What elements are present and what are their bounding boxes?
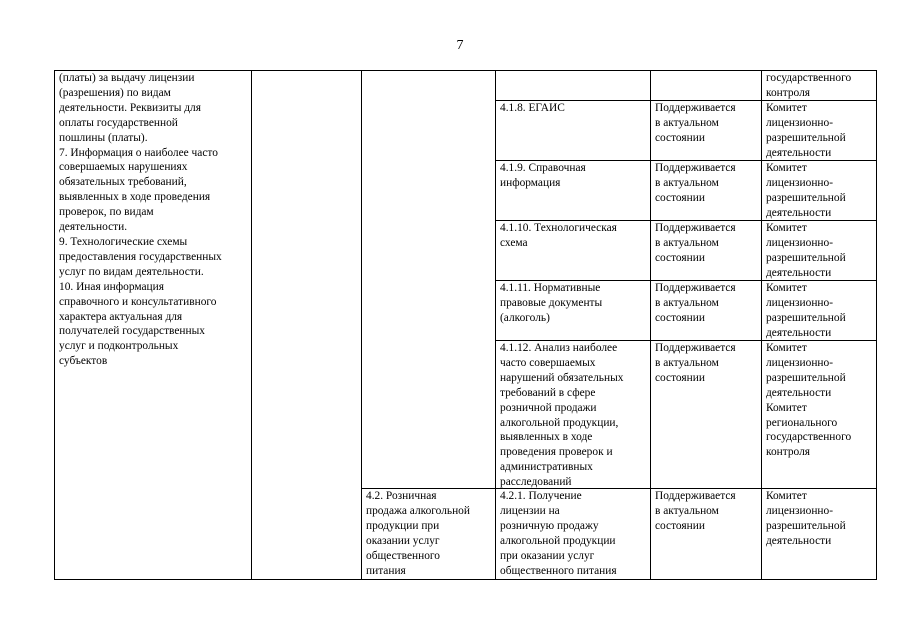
status-cell: Поддерживается в актуальном состоянии [655, 282, 736, 324]
status-cell: Поддерживается в актуальном состоянии [655, 102, 736, 144]
code-cell: 4.1.12. Анализ наиболее часто совершаемых нарушений обязательных требований в сфере розничной продажи алкогольной продукции, выявленных в ходе проведения проверок и административных расследований [500, 342, 624, 489]
column-divider [761, 70, 762, 580]
body-cell: Комитет лицензионно- разрешительной деятельности [766, 282, 846, 339]
code-cell: 4.1.10. Технологическая схема [500, 222, 617, 249]
table-bottom-border [54, 579, 877, 580]
table-left-border [54, 70, 55, 580]
page-number: 7 [456, 38, 464, 53]
section-cell: 4.2. Розничная продажа алкогольной продукции при оказании услуг общественного питания [366, 490, 470, 577]
code-cell: 4.1.8. ЕГАИС [500, 102, 565, 114]
column-divider [650, 70, 651, 580]
code-cell: 4.1.11. Нормативные правовые документы (алкоголь) [500, 282, 603, 324]
status-cell: Поддерживается в актуальном состоянии [655, 342, 736, 384]
status-cell: Поддерживается в актуальном состоянии [655, 490, 736, 532]
code-cell: 4.2.1. Получение лицензии на розничную продажу алкогольной продукции при оказании услуг общественного питания [500, 490, 617, 577]
body-cell: Комитет лицензионно- разрешительной деятельности [766, 490, 846, 547]
column-divider [251, 70, 252, 580]
body-cell: Комитет лицензионно- разрешительной деятельности [766, 222, 846, 279]
body-cell: Комитет лицензионно- разрешительной деятельности [766, 162, 846, 219]
body-cell: Комитет лицензионно- разрешительной деятельности Комитет регионального государственного контроля [766, 342, 852, 459]
body-cell: государственного контроля [766, 72, 852, 99]
status-cell: Поддерживается в актуальном состоянии [655, 222, 736, 264]
code-cell: 4.1.9. Справочная информация [500, 162, 586, 189]
column-divider [495, 70, 496, 580]
table-right-border [876, 70, 877, 580]
column-divider [361, 70, 362, 580]
content-list-cell: (платы) за выдачу лицензии (разрешения) по видам деятельности. Реквизиты для оплаты государственной пошлины (платы). 7. Информация о наиболее часто совершаемых нарушениях обязательных требований, выявленных в ходе проведения проверок, по видам деятельности. 9. Технологические схемы предоставления государственных услуг по видам деятельности. 10. Иная информация справочного и консультативного характера актуальная для получателей государственных услуг и подконтрольных субъектов [59, 72, 222, 368]
status-cell: Поддерживается в актуальном состоянии [655, 162, 736, 204]
body-cell: Комитет лицензионно- разрешительной деятельности [766, 102, 846, 159]
